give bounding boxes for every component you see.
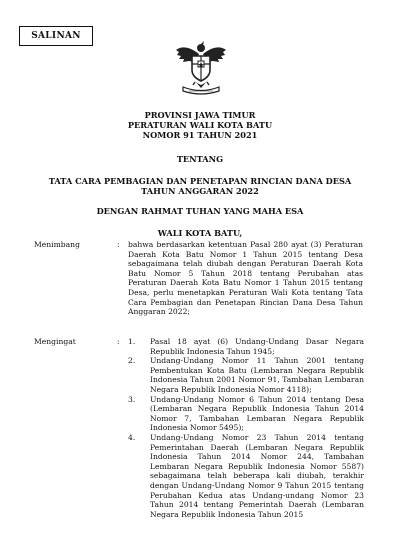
preamble-grace: DENGAN RAHMAT TUHAN YANG MAHA ESA xyxy=(96,206,304,216)
subject-line-1: TATA CARA PEMBAGIAN DAN PENETAPAN RINCIAN DANA DESA xyxy=(48,176,352,186)
list-item xyxy=(128,337,364,356)
about-heading: TENTANG xyxy=(176,154,224,164)
observing-label: Mengingat xyxy=(34,337,76,346)
salinan-stamp: SALINAN xyxy=(19,26,93,46)
list-item-text: Undang-Undang Nomor 11 Tahun 2001 tentang Pembentukan Kota Batu (Lembaran Negara Republik Indonesia Tahun 2001 Nomor 91, Tambahan Lembaran Negara Republik Indonesia Nomor 4118); xyxy=(150,356,364,394)
province-heading: PROVINSI JAWA TIMUR xyxy=(144,110,256,120)
list-item-text: Undang-Undang Nomor 23 Tahun 2014 tentang Pemerintahan Daerah (Lembaran Negara Republik Indonesia Tahun 2014 Nomor 244, Tambahan Lembaran Negara Republik Indonesia Nomor 5587) sebagaimana telah beberapa kali diubah, terakhir dengan Undang-Undang Nomor 9 Tahun 2015 tentang Perubahan Kedua atas Undang-undang Nomor 23 Tahun 2014 tentang Pemerintah Daerah (Lembaran Negara Republik Indonesia Tahun 2015 xyxy=(150,432,364,519)
list-item xyxy=(128,356,364,394)
list-item-number: 3. xyxy=(128,394,136,404)
list-item xyxy=(128,395,364,433)
regulation-number: NOMOR 91 TAHUN 2021 xyxy=(142,130,258,140)
list-item-number: 1. xyxy=(128,337,136,346)
list-item-text: Undang-Undang Nomor 6 Tahun 2014 tentang Desa (Lembaran Negara Republik Indonesia Tahun 2014 Nomor 7, Tambahan Lembaran Negara Republik Indonesia Nomor 5495); xyxy=(150,394,364,433)
list-item-number: 2. xyxy=(128,356,136,366)
observing-list xyxy=(128,337,364,519)
list-item xyxy=(128,433,364,519)
considering-label: Menimbang xyxy=(34,240,80,249)
list-item-number: 4. xyxy=(128,432,136,442)
list-item-text: Pasal 18 ayat (6) Undang-Undang Dasar Negara Republik Indonesia Tahun 1945; xyxy=(150,337,364,356)
considering-text: bahwa berdasarkan ketentuan Pasal 280 ayat (3) Peraturan Daerah Kota Batu Nomor 1 Tahun 2015 tentang Desa sebagaimana telah diubah dengan Peraturan Daerah Kota Batu Nomor 5 Tahun 2018 tentang Perubahan atas Peraturan Daerah Kota Batu Nomor 1 Tahun 2015 tentang Desa, perlu menetapkan Peraturan Wali Kota tentang Tata Cara Pembagian dan Penetapan Rincian Dana Desa Tahun Anggaran 2022; xyxy=(128,240,363,317)
mayor-heading: WALI KOTA BATU, xyxy=(157,228,243,238)
document-header xyxy=(0,110,400,140)
garuda-emblem-icon xyxy=(175,40,227,96)
subject-line-2: TAHUN ANGGARAN 2022 xyxy=(141,186,259,196)
considering-colon: : xyxy=(117,240,120,249)
observing-colon: : xyxy=(117,337,120,346)
regulation-title: PERATURAN WALI KOTA BATU xyxy=(127,120,273,130)
regulation-subject xyxy=(0,176,400,196)
